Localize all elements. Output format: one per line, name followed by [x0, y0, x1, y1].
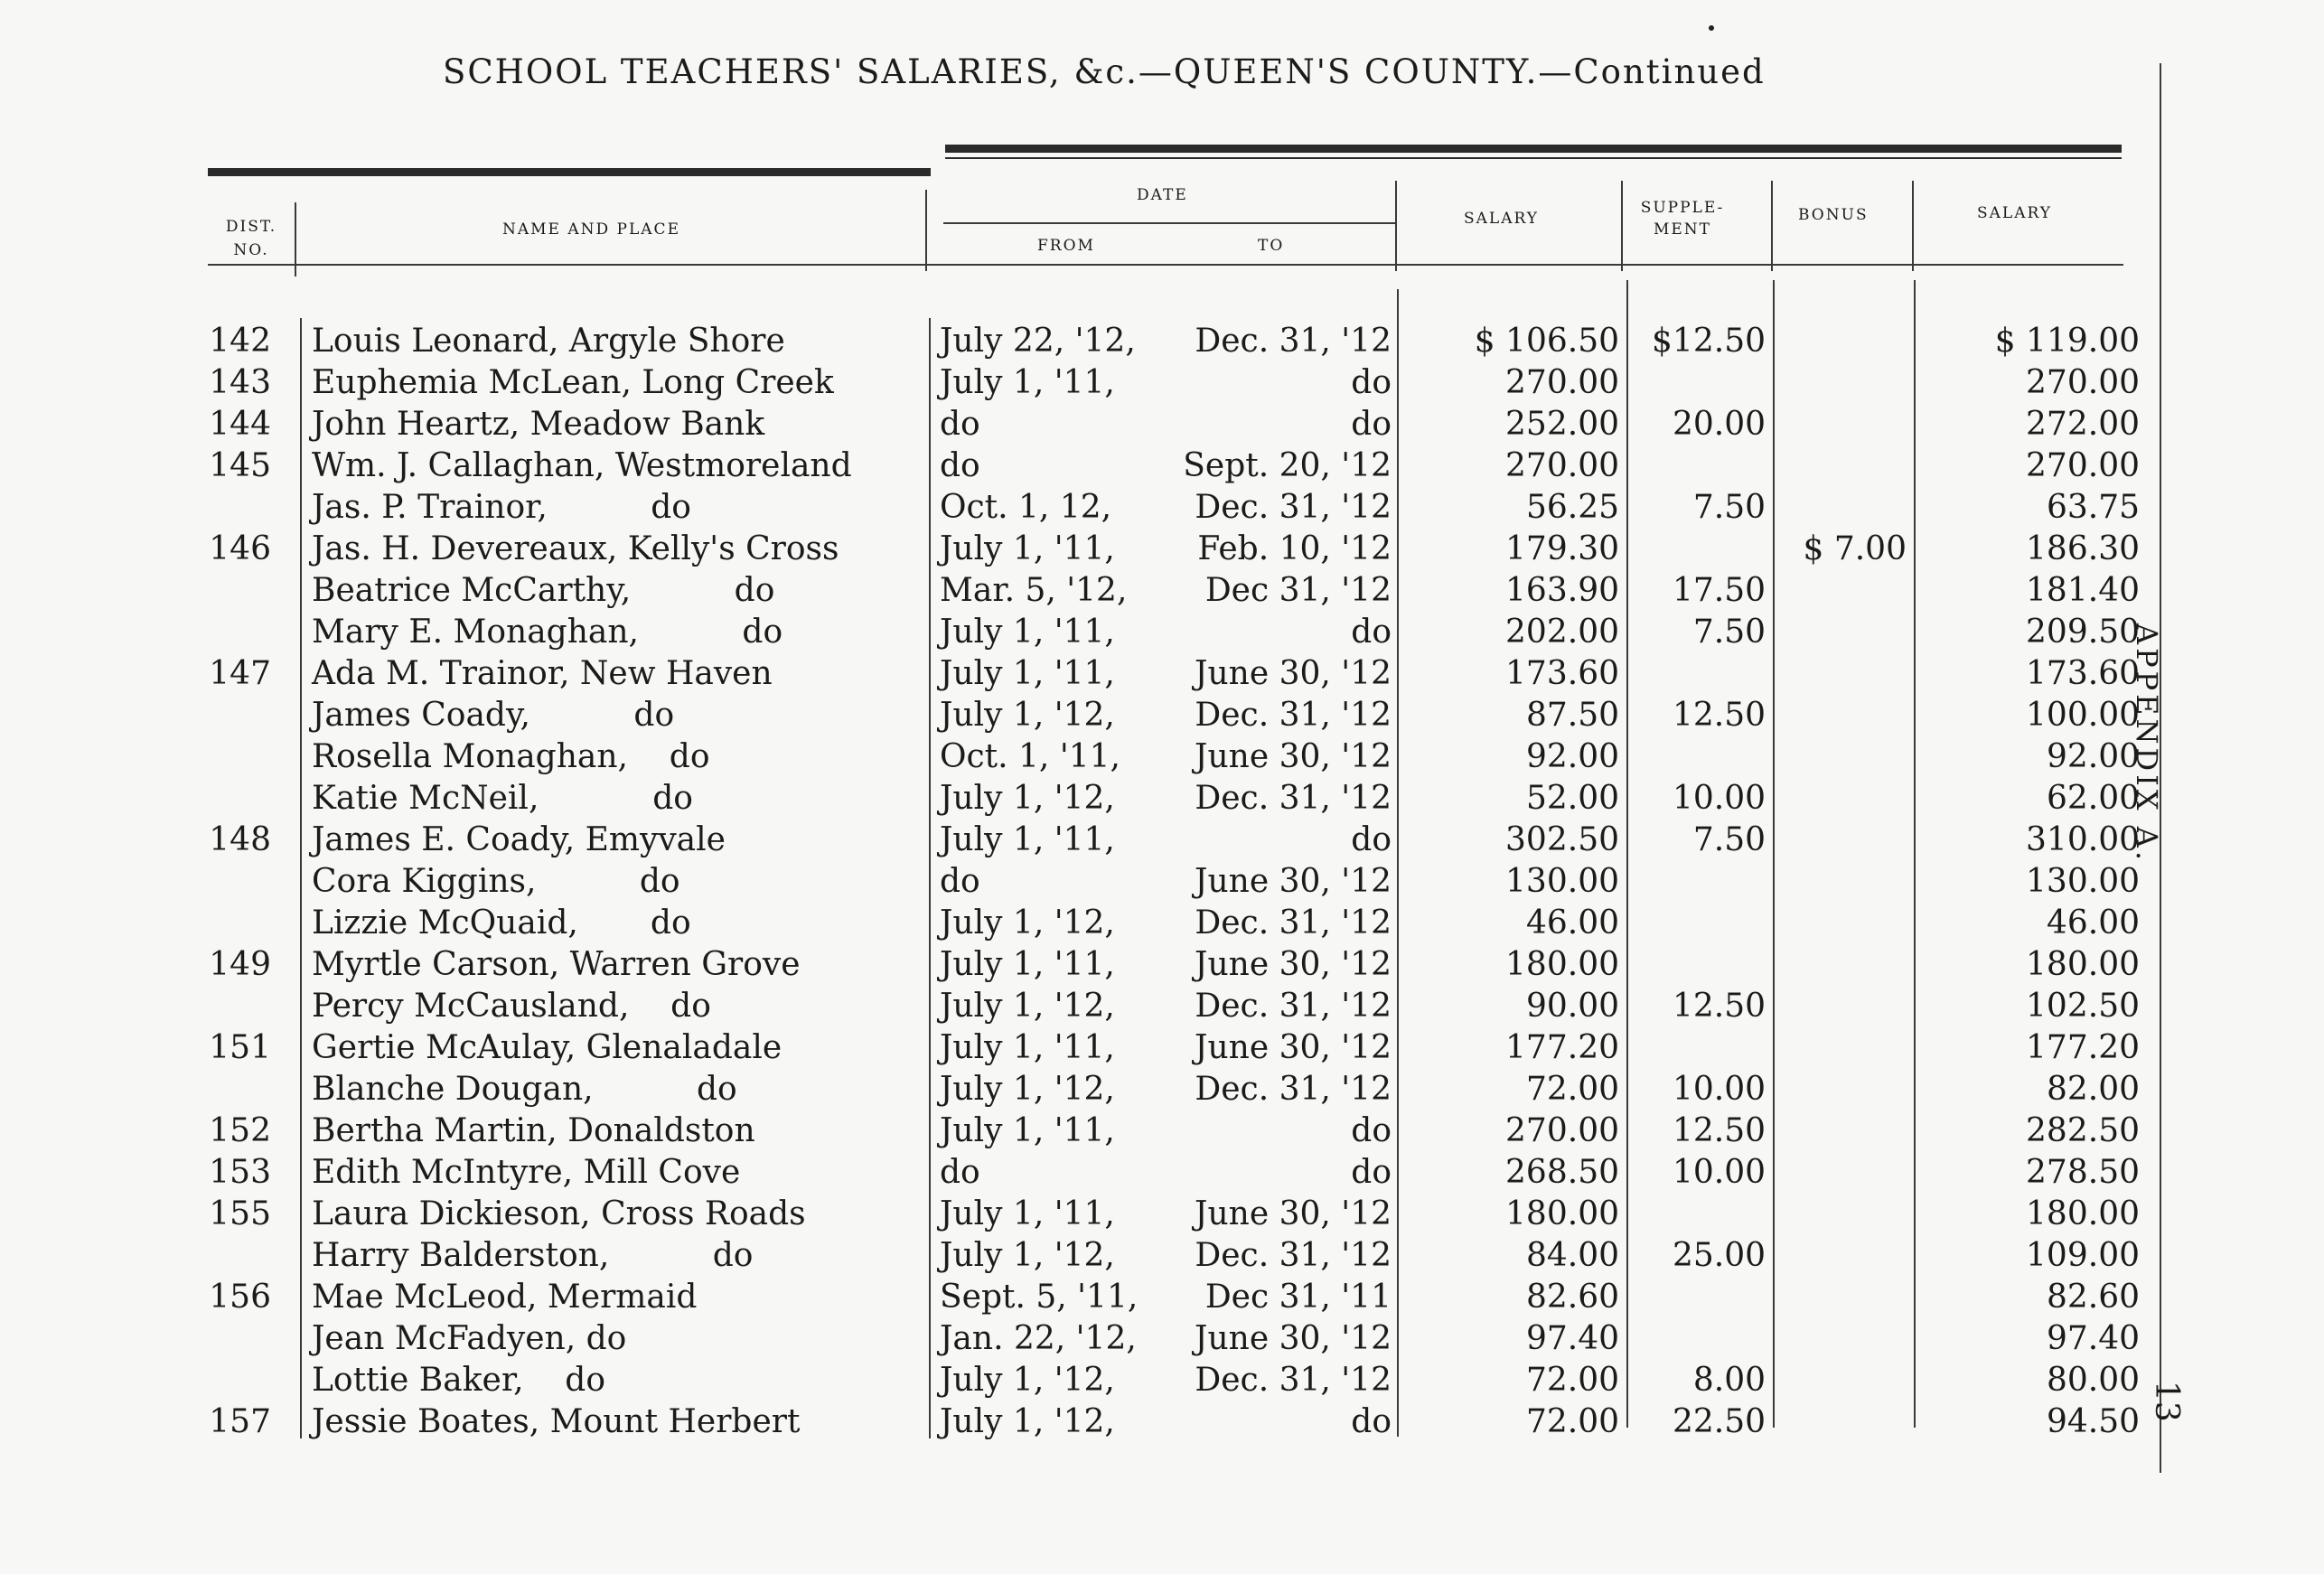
name-place-cell: Mary E. Monaghan, do	[312, 614, 783, 651]
date-from-cell: July 22, '12,	[940, 323, 1136, 360]
date-from-cell: Mar. 5, '12,	[940, 572, 1128, 609]
header-bonus: BONUS	[1798, 206, 1869, 224]
total-salary-cell: 82.00	[2046, 1071, 2140, 1108]
dist-no-cell: 144	[209, 406, 271, 443]
supplement-cell: 8.00	[1692, 1362, 1766, 1399]
supplement-cell: 7.50	[1692, 821, 1766, 858]
salary-cell: 130.00	[1505, 863, 1619, 900]
date-from-cell: July 1, '12,	[940, 988, 1115, 1025]
date-to-cell: Dec. 31, '12	[1195, 323, 1392, 360]
salary-cell: 252.00	[1505, 406, 1619, 443]
supplement-cell: 7.50	[1692, 489, 1766, 526]
column-divider-supplement	[1771, 181, 1773, 271]
table-row	[0, 321, 2324, 362]
date-header-divider	[943, 222, 1395, 224]
date-from-cell: Sept. 5, '11,	[940, 1279, 1139, 1316]
salary-cell: 46.00	[1525, 904, 1619, 942]
date-to-cell: June 30, '12	[1195, 1195, 1392, 1232]
table-row	[0, 1027, 2324, 1069]
date-to-cell: do	[1351, 406, 1392, 443]
date-from-cell: July 1, '12,	[940, 1237, 1115, 1274]
header-bottom-rule	[208, 264, 2123, 266]
table-row	[0, 612, 2324, 653]
title-rule-left	[208, 168, 931, 176]
salary-cell: 270.00	[1505, 364, 1619, 401]
total-salary-cell: 186.30	[2026, 530, 2140, 567]
salary-cell: 92.00	[1525, 738, 1619, 775]
supplement-cell: 10.00	[1672, 1154, 1766, 1191]
total-salary-cell: 209.50	[2026, 614, 2140, 651]
name-place-cell: James Coady, do	[312, 697, 675, 734]
supplement-cell: 12.50	[1672, 988, 1766, 1025]
column-divider-bonus	[1912, 181, 1914, 271]
salary-cell: 84.00	[1525, 1237, 1619, 1274]
dist-no-cell: 155	[209, 1195, 271, 1232]
header-supplement: SUPPLE- MENT	[1640, 199, 1725, 239]
date-to-cell: do	[1351, 364, 1392, 401]
date-to-cell: Feb. 10, '12	[1197, 530, 1392, 567]
table-row	[0, 1318, 2324, 1360]
name-place-cell: Jas. H. Devereaux, Kelly's Cross	[312, 530, 839, 567]
date-to-cell: Dec. 31, '12	[1195, 489, 1392, 526]
total-salary-cell: 270.00	[2026, 364, 2140, 401]
header-from: FROM	[1037, 237, 1095, 255]
salary-cell: 270.00	[1505, 1112, 1619, 1149]
date-to-cell: do	[1351, 1154, 1392, 1191]
dist-no-cell: 152	[209, 1112, 271, 1149]
name-place-cell: Jessie Boates, Mount Herbert	[312, 1403, 801, 1440]
total-salary-cell: 82.60	[2046, 1279, 2140, 1316]
header-date: DATE	[1137, 186, 1188, 204]
date-from-cell: July 1, '12,	[940, 780, 1115, 817]
salary-cell: 180.00	[1505, 1195, 1619, 1232]
name-place-cell: Ada M. Trainor, New Haven	[312, 655, 773, 692]
table-row	[0, 487, 2324, 529]
salary-cell: 72.00	[1525, 1362, 1619, 1399]
header-to: TO	[1258, 237, 1285, 255]
supplement-cell: 17.50	[1672, 572, 1766, 609]
table-row	[0, 861, 2324, 903]
date-from-cell: Oct. 1, '11,	[940, 738, 1120, 775]
column-divider-name	[925, 190, 927, 271]
date-to-cell: Dec. 31, '12	[1195, 1237, 1392, 1274]
table-row	[0, 362, 2324, 404]
date-to-cell: June 30, '12	[1195, 946, 1392, 983]
supplement-cell: 10.00	[1672, 780, 1766, 817]
table-row	[0, 1194, 2324, 1235]
total-salary-cell: 63.75	[2046, 489, 2140, 526]
table-row	[0, 944, 2324, 986]
table-row	[0, 570, 2324, 612]
table-row	[0, 986, 2324, 1027]
dist-no-cell: 147	[209, 655, 271, 692]
dist-no-cell: 143	[209, 364, 271, 401]
salary-cell: 180.00	[1505, 946, 1619, 983]
total-salary-cell: 180.00	[2026, 1195, 2140, 1232]
date-to-cell: June 30, '12	[1195, 863, 1392, 900]
date-to-cell: do	[1351, 1403, 1392, 1440]
date-to-cell: Dec. 31, '12	[1195, 1362, 1392, 1399]
date-from-cell: do	[940, 1154, 980, 1191]
table-row	[0, 1277, 2324, 1318]
supplement-cell: 12.50	[1672, 697, 1766, 734]
salary-cell: 97.40	[1525, 1320, 1619, 1357]
name-place-cell: Laura Dickieson, Cross Roads	[312, 1195, 806, 1232]
date-to-cell: Dec. 31, '12	[1195, 988, 1392, 1025]
name-place-cell: Jean McFadyen, do	[312, 1320, 627, 1357]
table-row	[0, 1401, 2324, 1443]
total-salary-cell: 173.60	[2026, 655, 2140, 692]
name-place-cell: Cora Kiggins, do	[312, 863, 680, 900]
name-place-cell: Jas. P. Trainor, do	[312, 489, 691, 526]
salary-cell: 56.25	[1525, 489, 1619, 526]
header-salary: SALARY	[1464, 210, 1539, 228]
name-place-cell: Beatrice McCarthy, do	[312, 572, 775, 609]
table-row	[0, 1235, 2324, 1277]
supplement-cell: $12.50	[1652, 323, 1766, 360]
title-rule-right	[945, 145, 2122, 153]
dist-no-cell: 151	[209, 1029, 271, 1066]
total-salary-cell: 278.50	[2026, 1154, 2140, 1191]
date-from-cell: Jan. 22, '12,	[940, 1320, 1137, 1357]
salary-cell: 173.60	[1505, 655, 1619, 692]
salary-cell: 268.50	[1505, 1154, 1619, 1191]
date-from-cell: July 1, '12,	[940, 1362, 1115, 1399]
date-to-cell: Dec. 31, '12	[1195, 1071, 1392, 1108]
date-from-cell: July 1, '11,	[940, 655, 1115, 692]
total-salary-cell: 177.20	[2026, 1029, 2140, 1066]
salary-cell: 82.60	[1525, 1279, 1619, 1316]
name-place-cell: Edith McIntyre, Mill Cove	[312, 1154, 741, 1191]
supplement-cell: 12.50	[1672, 1112, 1766, 1149]
table-row	[0, 653, 2324, 695]
table-row	[0, 1360, 2324, 1401]
name-place-cell: Blanche Dougan, do	[312, 1071, 737, 1108]
table-row	[0, 903, 2324, 944]
print-speck	[1709, 25, 1714, 31]
salary-cell: $ 106.50	[1474, 323, 1619, 360]
date-from-cell: do	[940, 406, 980, 443]
total-salary-cell: 46.00	[2046, 904, 2140, 942]
date-from-cell: July 1, '11,	[940, 364, 1115, 401]
date-from-cell: July 1, '11,	[940, 530, 1115, 567]
supplement-cell: 20.00	[1672, 406, 1766, 443]
total-salary-cell: 109.00	[2026, 1237, 2140, 1274]
date-from-cell: Oct. 1, 12,	[940, 489, 1112, 526]
date-to-cell: do	[1351, 614, 1392, 651]
supplement-cell: 22.50	[1672, 1403, 1766, 1440]
name-place-cell: Harry Balderston, do	[312, 1237, 754, 1274]
table-row	[0, 1110, 2324, 1152]
total-salary-cell: 270.00	[2026, 447, 2140, 484]
date-to-cell: Dec. 31, '12	[1195, 697, 1392, 734]
dist-no-cell: 157	[209, 1403, 271, 1440]
date-to-cell: June 30, '12	[1195, 1320, 1392, 1357]
total-salary-cell: 130.00	[2026, 863, 2140, 900]
date-from-cell: July 1, '12,	[940, 1071, 1115, 1108]
name-place-cell: Mae McLeod, Mermaid	[312, 1279, 698, 1316]
date-to-cell: Dec. 31, '12	[1195, 904, 1392, 942]
total-salary-cell: 102.50	[2026, 988, 2140, 1025]
total-salary-cell: 94.50	[2046, 1403, 2140, 1440]
name-place-cell: Gertie McAulay, Glenaladale	[312, 1029, 782, 1066]
date-to-cell: Dec 31, '11	[1204, 1279, 1392, 1316]
column-divider-date	[1395, 181, 1397, 271]
dist-no-cell: 149	[209, 946, 271, 983]
supplement-cell: 10.00	[1672, 1071, 1766, 1108]
name-place-cell: Katie McNeil, do	[312, 780, 693, 817]
salary-cell: 270.00	[1505, 447, 1619, 484]
salary-cell: 90.00	[1525, 988, 1619, 1025]
salary-cell: 163.90	[1505, 572, 1619, 609]
column-divider-dist	[295, 202, 296, 276]
salary-cell: 72.00	[1525, 1403, 1619, 1440]
table-row	[0, 820, 2324, 861]
date-from-cell: July 1, '11,	[940, 1029, 1115, 1066]
name-place-cell: Percy McCausland, do	[312, 988, 711, 1025]
name-place-cell: Lizzie McQuaid, do	[312, 904, 691, 942]
header-total-salary: SALARY	[1977, 204, 2052, 222]
supplement-cell: 7.50	[1692, 614, 1766, 651]
dist-no-cell: 146	[209, 530, 271, 567]
table-row	[0, 695, 2324, 736]
date-from-cell: do	[940, 447, 980, 484]
total-salary-cell: 100.00	[2026, 697, 2140, 734]
bonus-cell: $ 7.00	[1803, 530, 1907, 567]
name-place-cell: Lottie Baker, do	[312, 1362, 606, 1399]
date-to-cell: do	[1351, 821, 1392, 858]
table-row	[0, 404, 2324, 445]
salary-cell: 179.30	[1505, 530, 1619, 567]
date-to-cell: June 30, '12	[1195, 655, 1392, 692]
name-place-cell: Myrtle Carson, Warren Grove	[312, 946, 801, 983]
dist-no-cell: 153	[209, 1154, 271, 1191]
page-number: 13	[2148, 1381, 2185, 1422]
dist-no-cell: 156	[209, 1279, 271, 1316]
salary-cell: 52.00	[1525, 780, 1619, 817]
table-row	[0, 778, 2324, 820]
date-from-cell: do	[940, 863, 980, 900]
table-row	[0, 529, 2324, 570]
name-place-cell: Bertha Martin, Donaldston	[312, 1112, 755, 1149]
total-salary-cell: $ 119.00	[1994, 323, 2140, 360]
name-place-cell: Louis Leonard, Argyle Shore	[312, 323, 785, 360]
date-from-cell: July 1, '11,	[940, 821, 1115, 858]
total-salary-cell: 80.00	[2046, 1362, 2140, 1399]
date-to-cell: Sept. 20, '12	[1183, 447, 1392, 484]
date-to-cell: Dec. 31, '12	[1195, 780, 1392, 817]
date-to-cell: June 30, '12	[1195, 738, 1392, 775]
name-place-cell: Rosella Monaghan, do	[312, 738, 710, 775]
header-name-place: NAME AND PLACE	[502, 220, 680, 239]
date-from-cell: July 1, '11,	[940, 1112, 1115, 1149]
salary-cell: 177.20	[1505, 1029, 1619, 1066]
name-place-cell: James E. Coady, Emyvale	[312, 821, 726, 858]
date-to-cell: June 30, '12	[1195, 1029, 1392, 1066]
supplement-cell: 25.00	[1672, 1237, 1766, 1274]
dist-no-cell: 145	[209, 447, 271, 484]
salary-cell: 202.00	[1505, 614, 1619, 651]
total-salary-cell: 92.00	[2046, 738, 2140, 775]
name-place-cell: John Heartz, Meadow Bank	[312, 406, 765, 443]
date-from-cell: July 1, '11,	[940, 614, 1115, 651]
table-row	[0, 736, 2324, 778]
dist-no-cell: 148	[209, 821, 271, 858]
date-from-cell: July 1, '11,	[940, 946, 1115, 983]
salary-cell: 302.50	[1505, 821, 1619, 858]
dist-no-cell: 142	[209, 323, 271, 360]
date-to-cell: do	[1351, 1112, 1392, 1149]
salary-cell: 87.50	[1525, 697, 1619, 734]
table-row	[0, 1152, 2324, 1194]
total-salary-cell: 282.50	[2026, 1112, 2140, 1149]
table-row	[0, 1069, 2324, 1110]
date-to-cell: Dec 31, '12	[1204, 572, 1392, 609]
date-from-cell: July 1, '11,	[940, 1195, 1115, 1232]
page-title: SCHOOL TEACHERS' SALARIES, &c.—QUEEN'S COUNTY.—Continued	[443, 52, 1766, 91]
total-salary-cell: 310.00	[2026, 821, 2140, 858]
date-from-cell: July 1, '12,	[940, 1403, 1115, 1440]
header-dist-no: DIST. NO.	[225, 218, 277, 259]
name-place-cell: Euphemia McLean, Long Creek	[312, 364, 834, 401]
column-divider-salary	[1621, 181, 1623, 271]
date-from-cell: July 1, '12,	[940, 697, 1115, 734]
total-salary-cell: 62.00	[2046, 780, 2140, 817]
appendix-label: APPENDIX A.	[2130, 623, 2164, 865]
table-row	[0, 445, 2324, 487]
total-salary-cell: 97.40	[2046, 1320, 2140, 1357]
salary-cell: 72.00	[1525, 1071, 1619, 1108]
total-salary-cell: 272.00	[2026, 406, 2140, 443]
date-from-cell: July 1, '12,	[940, 904, 1115, 942]
title-rule-right-lower	[945, 157, 2122, 159]
name-place-cell: Wm. J. Callaghan, Westmoreland	[312, 447, 852, 484]
total-salary-cell: 180.00	[2026, 946, 2140, 983]
total-salary-cell: 181.40	[2026, 572, 2140, 609]
